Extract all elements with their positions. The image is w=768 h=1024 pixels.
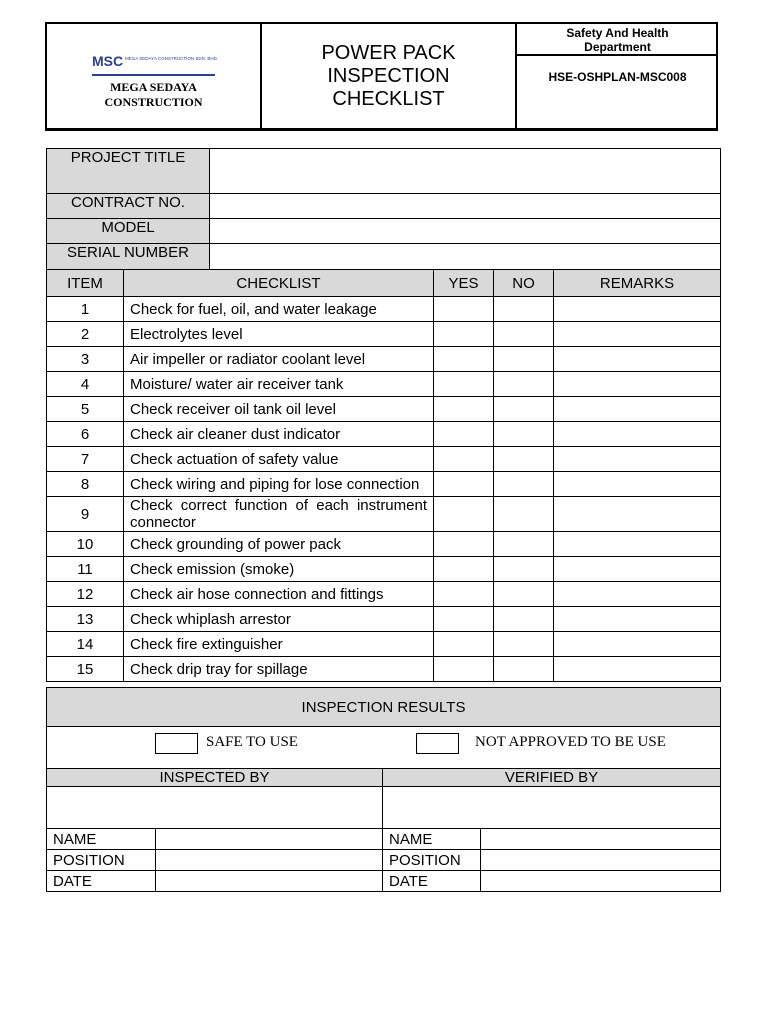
checklist-item-text: Air impeller or radiator coolant level [124,347,434,372]
department-label [517,24,718,56]
remarks-cell[interactable] [554,447,721,472]
form-title-line2: INSPECTION [327,64,450,87]
checklist-item-text: Check for fuel, oil, and water leakage [124,297,434,322]
company-name-line2: CONSTRUCTION [104,95,203,109]
item-number: 14 [47,632,124,657]
document-code: HSE-OSHPLAN-MSC008 [548,70,687,84]
no-cell[interactable] [494,582,554,607]
yes-cell[interactable] [434,657,494,682]
checklist-item-text: Check air cleaner dust indicator [124,422,434,447]
logo-mark: MSC [92,53,124,69]
form-title-line3: CHECKLIST [332,87,445,110]
verifier-name-label: NAME [383,829,481,850]
checklist-item-text: Check air hose connection and fittings [124,582,434,607]
item-number: 13 [47,607,124,632]
checklist-row [47,347,721,372]
yes-cell[interactable] [434,472,494,497]
yes-cell[interactable] [434,422,494,447]
inspector-signature-area[interactable] [47,787,383,829]
col-yes-header: YES [434,270,494,297]
checklist-item-text: Moisture/ water air receiver tank [124,372,434,397]
signoff-table [46,768,721,892]
checklist-table [46,269,721,682]
inspector-date-field[interactable] [156,871,383,892]
document-header [45,22,718,131]
no-cell[interactable] [494,532,554,557]
checklist-body [47,297,721,682]
col-item-header: ITEM [47,270,124,297]
project-title-label: PROJECT TITLE [47,149,210,194]
verifier-date-field[interactable] [481,871,721,892]
checklist-row [47,497,721,532]
remarks-cell[interactable] [554,557,721,582]
yes-cell[interactable] [434,447,494,472]
checklist-row [47,607,721,632]
remarks-cell[interactable] [554,422,721,447]
item-number: 7 [47,447,124,472]
checklist-row [47,657,721,682]
item-number: 9 [47,497,124,532]
checklist-item-text: Check fire extinguisher [124,632,434,657]
item-number: 5 [47,397,124,422]
no-cell[interactable] [494,422,554,447]
remarks-cell[interactable] [554,657,721,682]
yes-cell[interactable] [434,347,494,372]
yes-cell[interactable] [434,322,494,347]
remarks-cell[interactable] [554,497,721,532]
item-number: 12 [47,582,124,607]
yes-cell[interactable] [434,632,494,657]
no-cell[interactable] [494,632,554,657]
checklist-row [47,372,721,397]
verified-by-header: VERIFIED BY [383,769,721,787]
verifier-position-label: POSITION [383,850,481,871]
checklist-item-text: Check correct function of each instrument connector [124,497,434,532]
item-number: 2 [47,322,124,347]
item-number: 11 [47,557,124,582]
no-cell[interactable] [494,447,554,472]
department-line1: Safety And Health [566,26,669,40]
no-cell[interactable] [494,657,554,682]
serial-number-field[interactable] [210,244,721,270]
checklist-item-text: Check receiver oil tank oil level [124,397,434,422]
no-cell[interactable] [494,472,554,497]
yes-cell[interactable] [434,372,494,397]
checklist-row [47,557,721,582]
verifier-name-field[interactable] [481,829,721,850]
remarks-cell[interactable] [554,372,721,397]
remarks-cell[interactable] [554,397,721,422]
checklist-row [47,532,721,557]
remarks-cell[interactable] [554,607,721,632]
verifier-position-field[interactable] [481,850,721,871]
checklist-row [47,472,721,497]
inspection-results-options [47,727,721,769]
no-cell[interactable] [494,347,554,372]
remarks-cell[interactable] [554,347,721,372]
no-cell[interactable] [494,322,554,347]
department-line2: Department [584,40,651,54]
remarks-cell[interactable] [554,632,721,657]
inspector-name-label: NAME [47,829,156,850]
inspected-by-header: INSPECTED BY [47,769,383,787]
checklist-item-text: Check whiplash arrestor [124,607,434,632]
checklist-item-text: Check wiring and piping for lose connection [124,472,434,497]
checklist-row [47,422,721,447]
yes-cell[interactable] [434,397,494,422]
no-cell[interactable] [494,372,554,397]
inspector-position-field[interactable] [156,850,383,871]
not-approved-checkbox[interactable] [416,733,459,754]
item-number: 4 [47,372,124,397]
no-cell[interactable] [494,397,554,422]
item-number: 15 [47,657,124,682]
not-approved-label: NOT APPROVED TO BE USE [475,734,666,750]
item-number: 10 [47,532,124,557]
safe-to-use-checkbox[interactable] [155,733,198,754]
checklist-item-text: Check drip tray for spillage [124,657,434,682]
inspection-results-heading: INSPECTION RESULTS [47,688,721,727]
item-number: 8 [47,472,124,497]
form-title [262,24,517,128]
item-number: 1 [47,297,124,322]
verifier-signature-area[interactable] [383,787,721,829]
checklist-item-text: Check actuation of safety value [124,447,434,472]
contract-no-field[interactable] [210,194,721,219]
inspector-position-label: POSITION [47,850,156,871]
checklist-row [47,397,721,422]
remarks-cell[interactable] [554,472,721,497]
yes-cell[interactable] [434,497,494,532]
checklist-row [47,447,721,472]
verifier-date-label: DATE [383,871,481,892]
serial-number-label: SERIAL NUMBER [47,244,210,270]
company-logo-cell [47,24,262,128]
remarks-cell[interactable] [554,322,721,347]
yes-cell[interactable] [434,297,494,322]
company-name-line1: MEGA SEDAYA [110,80,197,94]
inspection-results-table [46,687,721,769]
project-info-table [46,148,721,270]
model-label: MODEL [47,219,210,244]
no-cell[interactable] [494,297,554,322]
remarks-cell[interactable] [554,582,721,607]
checklist-row [47,322,721,347]
col-no-header: NO [494,270,554,297]
safe-to-use-label: SAFE TO USE [206,734,298,750]
project-title-field[interactable] [210,149,721,194]
inspector-date-label: DATE [47,871,156,892]
col-checklist-header: CHECKLIST [124,270,434,297]
col-remarks-header: REMARKS [554,270,721,297]
no-cell[interactable] [494,607,554,632]
form-title-line1: POWER PACK [321,41,456,64]
no-cell[interactable] [494,497,554,532]
inspector-name-field[interactable] [156,829,383,850]
yes-cell[interactable] [434,582,494,607]
item-number: 3 [47,347,124,372]
company-logo [92,52,222,78]
item-number: 6 [47,422,124,447]
contract-no-label: CONTRACT NO. [47,194,210,219]
checklist-item-text: Check grounding of power pack [124,532,434,557]
checklist-item-text: Electrolytes level [124,322,434,347]
logo-subtext: MEGA SEDAYA CONSTRUCTION SDN. BHD. [125,56,219,61]
checklist-row [47,632,721,657]
no-cell[interactable] [494,557,554,582]
checklist-item-text: Check emission (smoke) [124,557,434,582]
checklist-row [47,297,721,322]
remarks-cell[interactable] [554,297,721,322]
yes-cell[interactable] [434,557,494,582]
remarks-cell[interactable] [554,532,721,557]
yes-cell[interactable] [434,532,494,557]
model-field[interactable] [210,219,721,244]
yes-cell[interactable] [434,607,494,632]
checklist-row [47,582,721,607]
